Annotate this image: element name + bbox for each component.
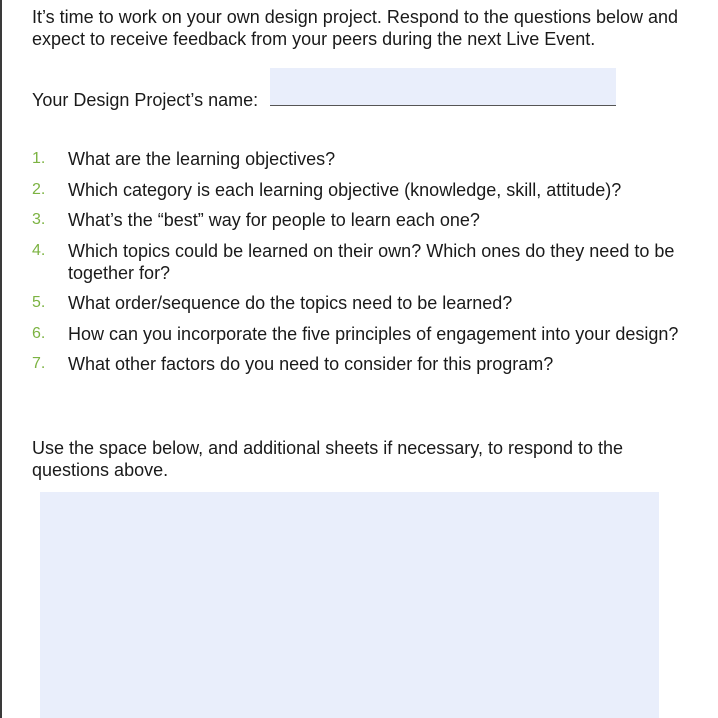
list-item-text: Which category is each learning objective (knowledge, skill, attitude)?	[68, 179, 622, 200]
list-item-text: Which topics could be learned on their own? Which ones do they need to be together for?	[68, 240, 675, 283]
list-item	[32, 323, 692, 345]
response-text-area[interactable]	[40, 492, 659, 718]
list-item-text: How can you incorporate the five principles of engagement into your design?	[68, 323, 679, 344]
response-instructions: Use the space below, and additional sheets if necessary, to respond to the questions above.	[32, 438, 624, 480]
list-item	[32, 148, 692, 170]
list-item	[32, 353, 692, 375]
list-item-text: What other factors do you need to consider for this program?	[68, 354, 554, 374]
list-item-text: What are the learning objectives?	[68, 149, 336, 169]
project-name-field[interactable]	[270, 68, 616, 106]
list-item-number: 1.	[32, 150, 46, 167]
list-item-number: 6.	[32, 324, 46, 342]
project-name-label: Your Design Project’s name:	[32, 90, 259, 110]
list-item	[32, 179, 692, 201]
list-item	[32, 209, 692, 231]
list-item-number: 2.	[32, 180, 46, 198]
list-item-text: What order/sequence do the topics need to be learned?	[68, 293, 513, 313]
page-left-border	[0, 0, 2, 718]
list-item-text: What’s the “best” way for people to learn each one?	[68, 210, 480, 230]
list-item	[32, 240, 692, 284]
intro-text: It’s time to work on your own design project. Respond to the questions below and expect to receive feedback from your peers during the next Live Event.	[32, 7, 679, 49]
list-item-number: 3.	[32, 211, 46, 228]
list-item-number: 7.	[32, 355, 46, 372]
questions-list	[32, 148, 692, 384]
list-item-number: 5.	[32, 294, 46, 311]
project-name-row	[32, 68, 632, 108]
list-item	[32, 292, 692, 314]
list-item-number: 4.	[32, 241, 46, 259]
